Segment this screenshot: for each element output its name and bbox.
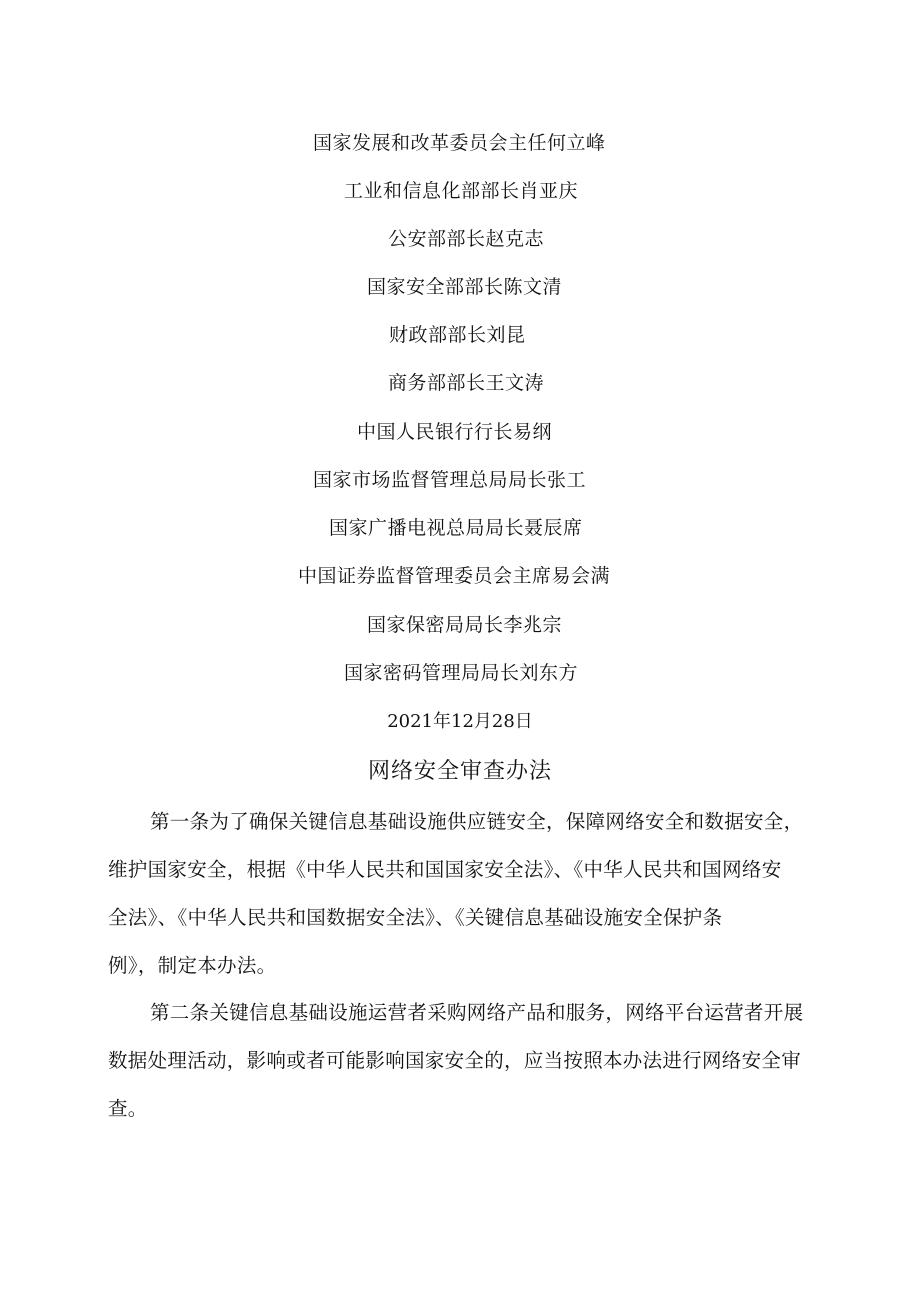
article-line: 全法》、《中华人民共和国数据安全法》、《关键信息基础设施安全保护条 <box>108 906 723 929</box>
article-line: 第二条关键信息基础设施运营者采购网络产品和服务，网络平台运营者开展 <box>150 1001 804 1024</box>
signatory-line: 国家市场监督管理总局局长张工 <box>313 469 587 491</box>
article-line: 例》，制定本办法。 <box>108 954 277 977</box>
signatory-line: 国家保密局局长李兆宗 <box>367 614 563 636</box>
signatory-line: 中国证券监督管理委员会主席易会满 <box>298 565 611 587</box>
article-line: 维护国家安全，根据《中华人民共和国国家安全法》、《中华人民共和国网络安 <box>108 858 782 881</box>
signatory-line: 国家广播电视总局局长聂辰席 <box>329 517 583 539</box>
article-line: 查。 <box>108 1097 148 1120</box>
signatory-line: 公安部部长赵克志 <box>388 228 545 250</box>
signatory-line: 中国人民银行行长易纲 <box>357 421 553 443</box>
article-paragraph <box>108 989 823 1133</box>
document-date: 2021年12月28日 <box>387 711 533 732</box>
signatory-line: 工业和信息化部部长肖亚庆 <box>344 180 579 202</box>
signatory-line: 国家密码管理局局长刘东方 <box>344 662 579 684</box>
signatory-line: 国家发展和改革委员会主任何立峰 <box>313 132 606 154</box>
document-title: 网络安全审查办法 <box>367 759 552 784</box>
signatory-line: 商务部部长王文涛 <box>388 372 545 394</box>
signatory-line: 财政部部长刘昆 <box>389 324 526 346</box>
article-line: 第一条为了确保关键信息基础设施供应链安全，保障网络安全和数据安全， <box>150 810 804 833</box>
signatory-line: 国家安全部部长陈文清 <box>367 276 563 298</box>
article-paragraph <box>108 798 823 990</box>
article-line: 数据处理活动，影响或者可能影响国家安全的，应当按照本办法进行网络安全审 <box>108 1049 802 1072</box>
